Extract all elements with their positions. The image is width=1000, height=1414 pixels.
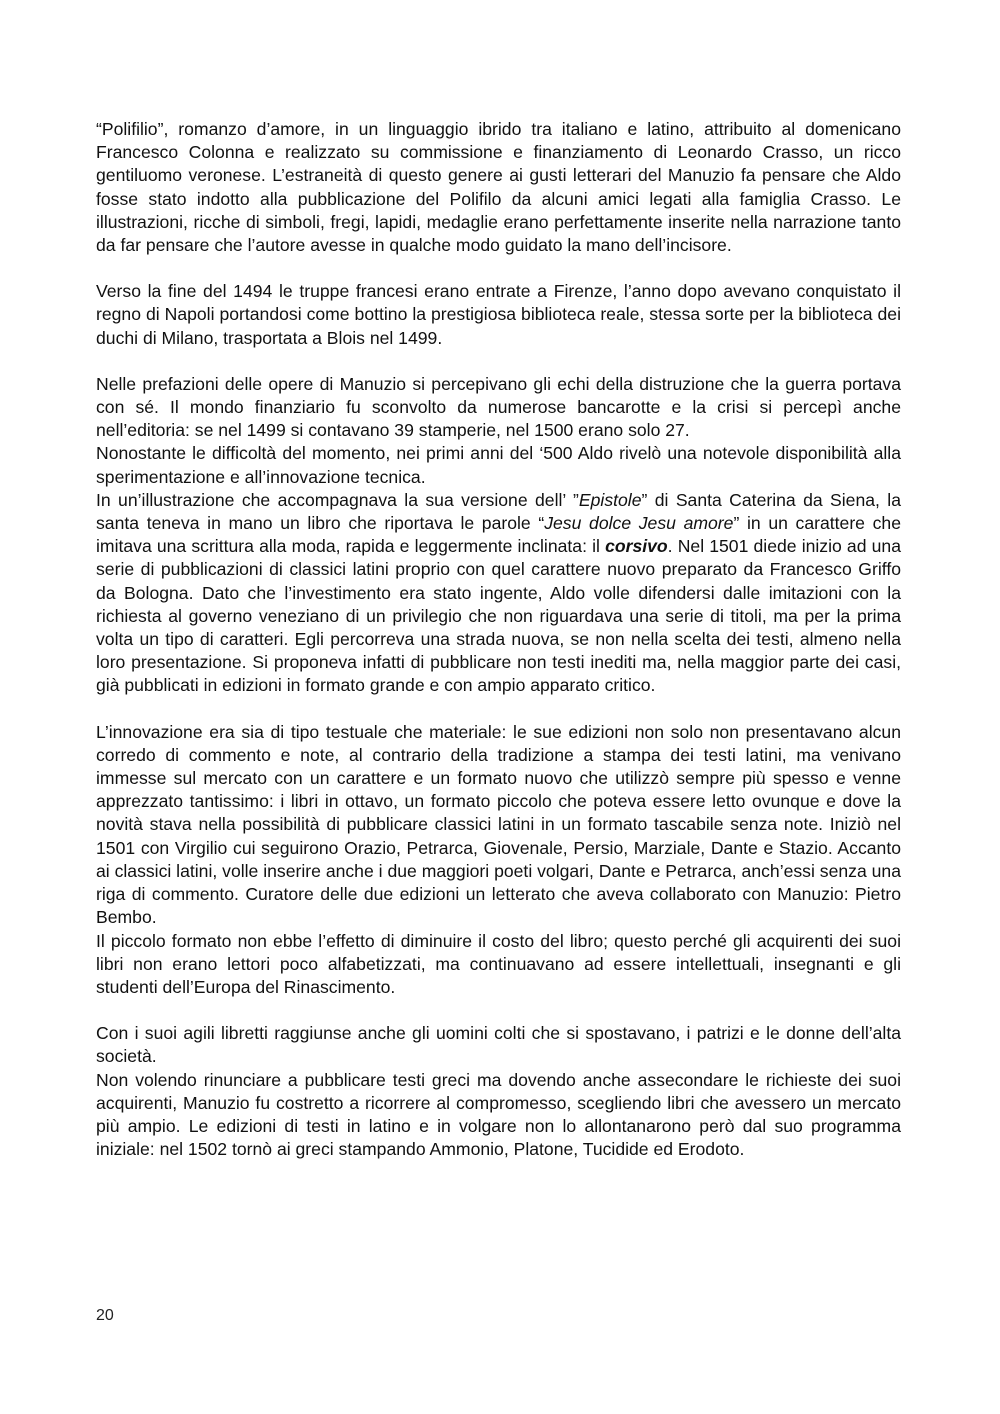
text-run: In un’illustrazione che accompagnava la sua versione dell’ ” bbox=[96, 489, 579, 510]
text-run: ” in un carattere che imitava una scrittura alla moda, rapida e leggermente inclinata: il bbox=[96, 513, 901, 557]
text-run: ” di Santa Caterina da Siena, la santa teneva in mano un libro che riportava le parole “ bbox=[96, 489, 901, 534]
italic-jesu-dolce: Jesu dolce Jesu amore bbox=[544, 513, 734, 534]
paragraph-innovation-intro: Nonostante le difficoltà del momento, nei primi anni del ‘500 Aldo rivelò una notevole disponibilità alla sperimentazione e all’innovazione tecnica. bbox=[96, 443, 901, 487]
page-number: 20 bbox=[96, 1307, 114, 1324]
paragraph-polifilo: “Polifilio”, romanzo d’amore, in un linguaggio ibrido tra italiano e latino, attribuito al domenicano Francesco Colonna e realizzato su commissione e finanziamento di Leonardo Crasso, un ricco gentiluomo veronese. L’estraneità di questo genere ai gusti letterari del Manuzio fa pensare che Aldo fosse stato indotto alla pubblicazione del Polifilo da alcuni amici legati alla famiglia Crasso. Le illustrazioni, ricche di simboli, fregi, lapidi, medaglie erano perfettamente inserite nella narrazione tanto da far pensare che l’autore avesse in qualche modo guidato la mano dell’incisore. bbox=[96, 119, 901, 256]
paragraph-war-crisis: Nelle prefazioni delle opere di Manuzio si percepivano gli echi della distruzione che la guerra portava con sé. Il mondo finanziario fu sconvolto da numerose bancarotte e la crisi si percepì anche nell’editoria: se nel 1499 si contavano 39 stamperie, nel 1500 erano solo 27. bbox=[96, 373, 901, 441]
paragraph-greek-texts: Non volendo rinunciare a pubblicare testi greci ma dovendo anche assecondare le richieste dei suoi acquirenti, Manuzio fu costretto a ricorrere al compromesso, scegliendo libri che avessero un mercato più ampio. Le edizioni di testi in latino e in volgare non lo allontanarono però dal suo programma iniziale: nel 1502 tornò ai greci stampando Ammonio, Platone, Tucidide ed Erodoto. bbox=[96, 1069, 901, 1160]
paragraph-ottavo-format: L’innovazione era sia di tipo testuale che materiale: le sue edizioni non solo non presentavano alcun corredo di commento e note, al contrario della tradizione a stampa dei testi latini, ma venivano immesse sul mercato con un carattere e un formato nuovo che utilizzò sempre più spesso e venne apprezzato tantissimo: i libri in ottavo, un formato piccolo che poteva essere letto ovunque e dove la novità stava nella possibilità di pubblicare classici latini in un formato tascabile senza note. Iniziò nel 1501 con Virgilio cui seguirono Orazio, Petrarca, Giovenale, Persio, Marziale, Dante e Stazio. Accanto ai classici latini, volle inserire anche i due maggiori poeti volgari, Dante e Petrarca, anch’essi senza una riga di commento. Curatore delle due edizioni un letterato che aveva collaborato con Manuzio: Pietro Bembo. bbox=[96, 721, 901, 928]
text-run: . Nel 1501 diede inizio ad una serie di pubblicazioni di classici latini proprio con quel carattere nuovo preparato da Francesco Griffo da Bologna. Dato che l’investimento era stato ingente, Aldo volle difendersi dalle imitazioni con la richiesta al governo veneziano di un privilegio che non riguardava una serie di titoli, ma per la prima volta un tipo di caratteri. Egli percorreva una strada nuova, se non nella scelta dei testi, almeno nella loro presentazione. Si proponeva infatti di pubblicare non testi inediti ma, nella maggior parte dei casi, già pubblicati in edizioni in formato grande e con ampio apparato critico. bbox=[96, 536, 901, 696]
bold-italic-corsivo bbox=[605, 536, 668, 556]
paragraph-agile-books: Con i suoi agili libretti raggiunse anche gli uomini colti che si spostavano, i patrizi e le donne dell’alta società. bbox=[96, 1023, 901, 1067]
paragraph-small-format-cost: Il piccolo formato non ebbe l’effetto di diminuire il costo del libro; questo perché gli acquirenti dei suoi libri non erano lettori poco alfabetizzati, ma continuavano ad essere intellettuali, insegnanti e gli studenti dell’Europa del Rinascimento. bbox=[96, 930, 901, 997]
italic-epistole: Epistole bbox=[578, 489, 642, 510]
corsivo-word: corsivo bbox=[605, 536, 668, 557]
paragraph-french-troops: Verso la fine del 1494 le truppe francesi erano entrate a Firenze, l’anno dopo avevano conquistato il regno di Napoli portandosi come bottino la prestigiosa biblioteca reale, stessa sorte per la biblioteca dei duchi di Milano, trasportata a Blois nel 1499. bbox=[96, 281, 901, 348]
body-text bbox=[96, 118, 901, 1161]
paragraph-corsivo bbox=[96, 489, 901, 698]
